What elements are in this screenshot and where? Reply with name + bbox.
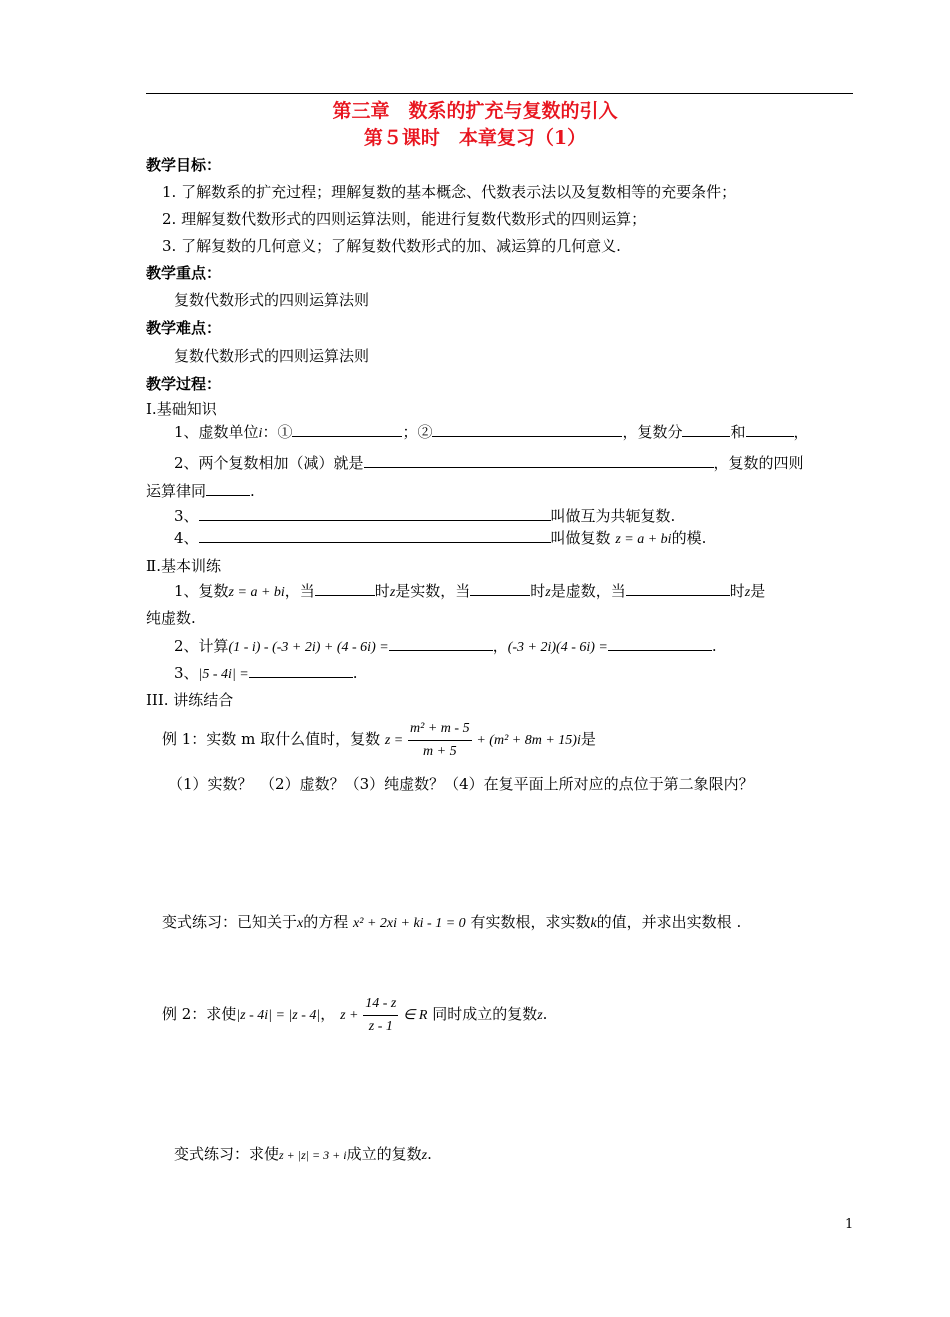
goal-item: 2. 理解复数代数形式的四则运算法则，能进行复数代数形式的四则运算； bbox=[162, 210, 647, 228]
section2-heading: Ⅱ.基本训练 bbox=[146, 557, 221, 575]
variation-1: 变式练习：已知关于x的方程 x² + 2xi + ki - 1 = 0 有实数根，求实数k的值，并求出实数根 . bbox=[162, 913, 742, 931]
answer-blank[interactable] bbox=[608, 636, 712, 651]
lesson-title: 第５课时 本章复习（1） bbox=[363, 127, 587, 149]
answer-blank[interactable] bbox=[682, 422, 730, 437]
s1-q4: 4、 叫做复数 z = a + bi的模. bbox=[174, 529, 707, 547]
header-rule bbox=[146, 93, 853, 94]
goal-item: 1. 了解数系的扩充过程；理解复数的基本概念、代数表示法以及复数相等的充要条件； bbox=[162, 183, 737, 201]
fraction: $\frac{\text{m² + m - 5}}{m + 5}$ bbox=[410, 720, 470, 759]
answer-blank[interactable] bbox=[315, 581, 375, 596]
page-number: 1 bbox=[845, 1217, 854, 1232]
answer-blank[interactable] bbox=[746, 422, 794, 437]
keypoint-text: 复数代数形式的四则运算法则 bbox=[174, 291, 370, 309]
example-1-options: （1）实数？ （2）虚数？（3）纯虚数？（4）在复平面上所对应的点位于第二象限内？ bbox=[168, 775, 754, 793]
s1-q2-cont: 运算律同 . bbox=[146, 482, 255, 500]
s1-q3: 3、 叫做互为共轭复数. bbox=[174, 507, 676, 525]
s1-q1: 1、虚数单位i：① ；② ，复数分 和 ， bbox=[174, 423, 809, 441]
variation-2: 变式练习：求使z + |z| = 3 + i成立的复数z. bbox=[174, 1145, 432, 1163]
answer-blank[interactable] bbox=[626, 581, 730, 596]
answer-blank[interactable] bbox=[199, 506, 551, 521]
answer-blank[interactable] bbox=[364, 453, 714, 468]
s2-q3: 3、|5 - 4i| = . bbox=[174, 664, 358, 682]
keypoint-heading: 教学重点： bbox=[146, 264, 222, 282]
s2-q1-cont: 纯虚数. bbox=[146, 609, 196, 627]
section3-heading: III. 讲练结合 bbox=[146, 691, 234, 709]
example-2: 例 2：求使|z - 4i| = |z - 4|， z + $\frac{14 - z}{z - 1}$ ∈ R 同时成立的复数z. bbox=[162, 995, 548, 1034]
answer-blank[interactable] bbox=[199, 528, 551, 543]
fraction: $\frac{14 - z}{z - 1}$ bbox=[365, 995, 397, 1034]
goal-item: 3. 了解复数的几何意义；了解复数代数形式的加、减运算的几何意义. bbox=[162, 237, 621, 255]
s1-q2: 2、两个复数相加（减）就是 ，复数的四则 bbox=[174, 454, 804, 472]
answer-blank[interactable] bbox=[206, 481, 250, 496]
s2-q2: 2、计算(1 - i) - (-3 + 2i) + (4 - 6i) = ，(-3 + 2i)(4 - 6i) = . bbox=[174, 637, 717, 655]
answer-blank[interactable] bbox=[389, 636, 493, 651]
answer-blank[interactable] bbox=[432, 422, 622, 437]
example-1: 例 1：实数 m 取什么值时，复数 z = $\frac{\text{m² + m - 5}}{m + 5}$ + (m² + 8m + 15)i是 bbox=[162, 720, 596, 759]
chapter-title: 第三章 数系的扩充与复数的引入 bbox=[332, 100, 618, 122]
process-heading: 教学过程： bbox=[146, 375, 222, 393]
difficulty-heading: 教学难点： bbox=[146, 319, 222, 337]
s2-q1: 1、复数z = a + bi，当 时z是实数，当 时z是虚数，当 时z是 bbox=[174, 582, 766, 600]
answer-blank[interactable] bbox=[292, 422, 402, 437]
answer-blank[interactable] bbox=[470, 581, 530, 596]
difficulty-text: 复数代数形式的四则运算法则 bbox=[174, 347, 370, 365]
answer-blank[interactable] bbox=[249, 663, 353, 678]
section1-heading: Ⅰ.基础知识 bbox=[146, 400, 217, 418]
goals-heading: 教学目标： bbox=[146, 156, 222, 174]
